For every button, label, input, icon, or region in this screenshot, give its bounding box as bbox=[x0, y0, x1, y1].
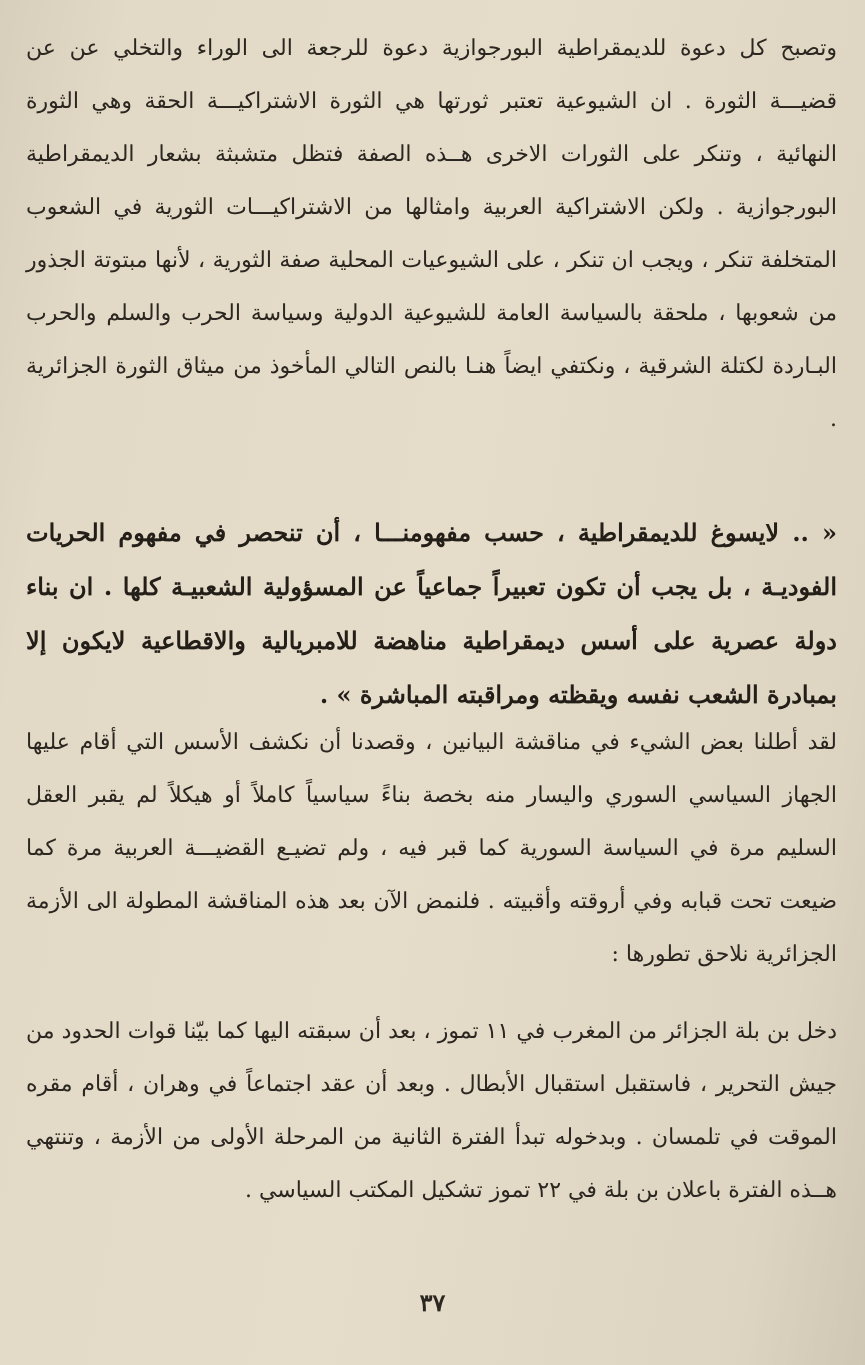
quoted-passage: « .. لايسوغ للديمقراطية ، حسب مفهومنـــا ، أن تنحصر في مفهوم الحريات الفوديـة ، بل يجب أن تكون تعبيراً جماعياً عن المسؤولية الشعبيـة كلها . ان بناء دولة عصرية على أسس ديمقراطية مناهضة للامبريالية والاقطاعية لايكون إلا بمبادرة الشعب نفسه ويقظته ومراقبته المباشرة » . bbox=[26, 518, 837, 709]
paragraph-2: لقد أطلنا بعض الشيء في مناقشة البيانين ، وقصدنا أن نكشف الأسس التي أقام عليها الجهاز السياسي السوري واليسار منه بخصة بناءً سياسياً كاملاً أو هيكلاً لم يقبر العقل السليم مرة في السياسة السورية كما قبر فيه ، ولم تضيـع القضيـــة العربية مرة كما ضيعت تحت قبابه وفي أروقته وأقبيته . فلنمض الآن بعد هذه المناقشة المطولة الى الأزمة الجزائرية نلاحق تطورها : bbox=[26, 730, 837, 967]
paragraph-3: دخل بن بلة الجزائر من المغرب في ١١ تموز ، بعد أن سبقته اليها كما بيّنا قوات الحدود من جيش التحرير ، فاستقبل استقبال الأبطال . وبعد أن عقد اجتماعاً في وهران ، أقام مقره الموقت في تلمسان . وبدخوله تبدأ الفترة الثانية من المرحلة الأولى من الأزمة ، وتنتهي هــذه الفترة باعلان بن بلة في ٢٢ تموز تشكيل المكتب السياسي . bbox=[26, 1019, 838, 1203]
paragraph-1: وتصبح كل دعوة للديمقراطية البورجوازية دعوة للرجعة الى الوراء والتخلي عن عن قضيـــة الثورة . ان الشيوعية تعتبر ثورتها هي الثورة الاشتراكيـــة الحقة وهي الثورة النهائية ، وتنكر على الثورات الاخرى هــذه الصفة فتظل متشبثة بشعار الديمقراطية البورجوازية . ولكن الاشتراكية العربية وامثالها من الاشتراكيـــات الثورية في الشعوب المتخلفة تنكر ، ويجب ان تنكر ، على الشيوعيات المحلية صفة الثورية ، لأنها مبتوتة الجذور من شعوبها ، ملحقة بالسياسة العامة للشيوعية الدولية وسياسة الحرب والسلم والحرب البـاردة لكتلة الشرقية ، ونكتفي ايضاً هنـا بالنص التالي المأخوذ من ميثاق الثورة الجزائرية . bbox=[26, 36, 837, 432]
page-number: ٣٧ bbox=[419, 1288, 446, 1317]
